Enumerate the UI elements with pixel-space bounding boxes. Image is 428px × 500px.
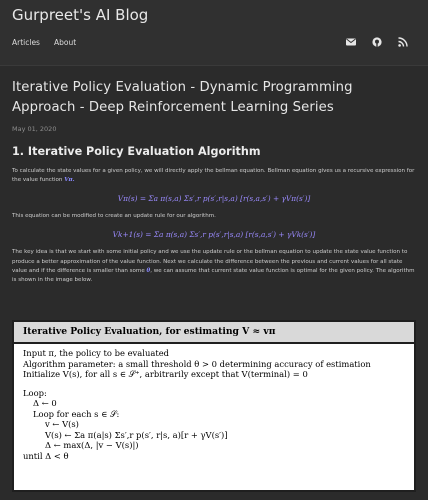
nav-articles[interactable]: Articles [12, 38, 40, 47]
value-function-symbol: Vπ. [64, 177, 75, 184]
github-icon[interactable] [372, 37, 382, 47]
algo-line-input: Input π, the policy to be evaluated [23, 348, 170, 358]
algo-line-initialize: Initialize V(s), for all s ∈ 𝒮⁺, arbitrarily except that V(terminal) = 0 [23, 369, 308, 379]
algorithm-title: Iterative Policy Evaluation, for estimating V ≈ vπ [14, 322, 414, 344]
theta-symbol: θ [146, 268, 151, 275]
algorithm-figure [12, 320, 416, 492]
paragraph-1 [12, 167, 416, 186]
section-title: 1. Iterative Policy Evaluation Algorithm [12, 145, 261, 158]
paragraph-1-text: To calculate the state values for a given policy, we will directly apply the bellman equation. Bellman equation gives us a recursive expression for the value function [12, 168, 415, 184]
paragraph-3-text: The key idea is that we start with some initial policy and we use the update rule or the bellman equation to update the state value function to produce a better approximation of the value function. Next we calculate the difference between the previous and current values for all state value and if the difference is smaller than some [12, 249, 408, 275]
bellman-equation: Vπ(s) = Σa π(s,a) Σs′,r p(s′,r|s,a) [r(s,a,s′) + γVπ(s′)] [117, 193, 311, 203]
algo-line-loop: Loop: [23, 387, 47, 398]
algo-line-update-delta: Δ ← max(Δ, |v − V(s)|) [45, 440, 139, 450]
algo-line-parameter: Algorithm parameter: a small threshold θ > 0 determining accuracy of estimation [23, 358, 371, 369]
post-content [0, 66, 428, 286]
algo-line-until: until Δ < θ [23, 450, 69, 461]
nav-links [12, 38, 76, 47]
algo-line-update-v: V(s) ← Σa π(a|s) Σs′,r p(s′, r|s, a)[r + γV(s′)] [45, 429, 228, 440]
algo-line-store-v: v ← V(s) [45, 419, 79, 429]
paragraph-3 [12, 248, 416, 286]
paragraph-2: This equation can be modified to create an update rule for our algorithm. [12, 212, 216, 219]
blog-title[interactable]: Gurpreet's AI Blog [12, 6, 149, 24]
rss-icon[interactable] [398, 37, 408, 47]
post-title: Iterative Policy Evaluation - Dynamic Programming Approach - Deep Reinforcement Learning Series [12, 80, 353, 115]
algo-line-delta-reset: Δ ← 0 [33, 398, 57, 408]
paragraph-3-end: , we can assume that current state value function is optimal for the given policy. The algorithm is shown in the image below. [12, 268, 415, 284]
post-date: May 01, 2020 [12, 125, 57, 133]
email-icon[interactable] [346, 37, 356, 47]
update-rule-equation: Vk+1(s) = Σa π(s,a) Σs′,r p(s′,r|s,a) [r(s,a,s′) + γVk(s′)] [112, 230, 316, 240]
social-links [346, 37, 408, 47]
nav-about[interactable]: About [53, 38, 77, 47]
top-navbar [0, 0, 428, 66]
algo-line-loop-states: Loop for each s ∈ 𝒮: [33, 408, 120, 419]
algorithm-body [14, 344, 414, 461]
